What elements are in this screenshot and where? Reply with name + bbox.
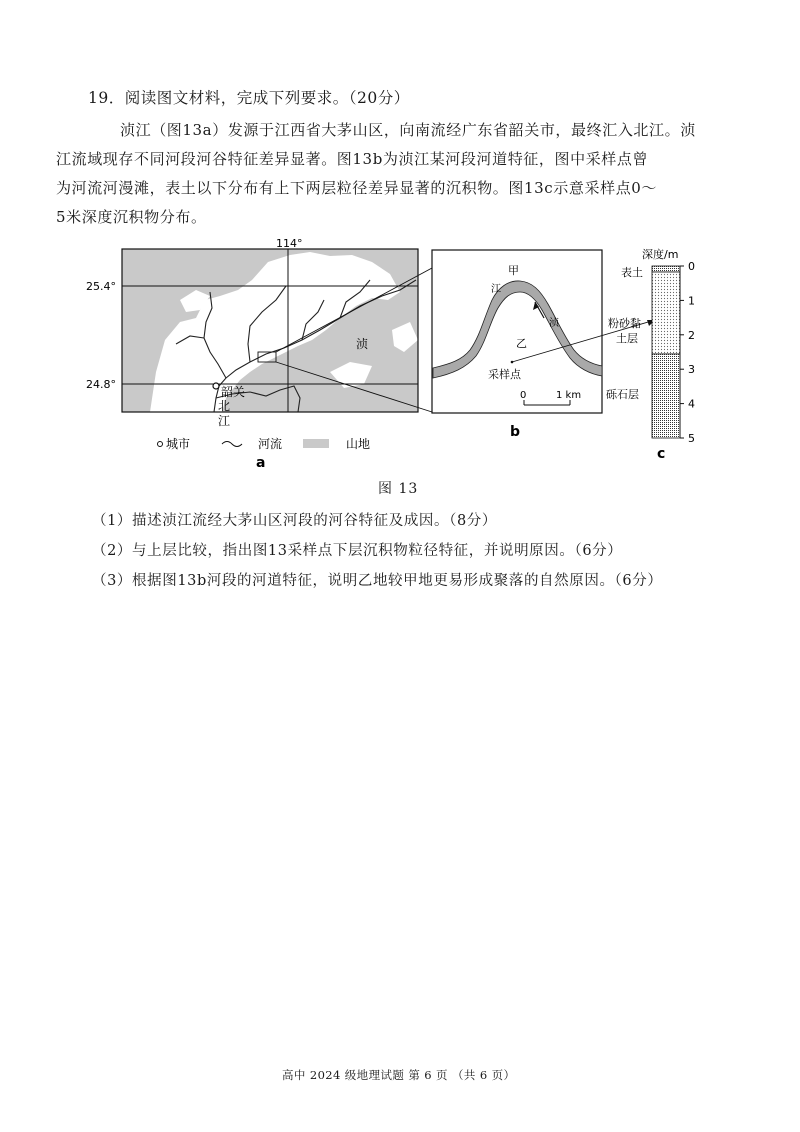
depth-tick-label: 3 [688, 363, 695, 377]
legend-mountain-icon [303, 439, 329, 448]
label-topsoil: 表土 [621, 266, 643, 279]
question-heading: 19．阅读图文材料，完成下列要求。（20分） [88, 89, 410, 107]
page-footer: 高中 2024 级地理试题 第 6 页 （共 6 页） [282, 1068, 516, 1082]
column-c [606, 247, 695, 462]
material-line: 5米深度沉积物分布。 [56, 208, 207, 226]
label-beijiang-2: 江 [218, 414, 231, 428]
subquestion-2: （2）与上层比较，指出图13采样点下层沉积物粒径特征，并说明原因。（6分） [92, 543, 623, 559]
label-sample-point: 采样点 [488, 368, 521, 381]
legend-mountain-label: 山地 [346, 437, 371, 451]
legend-city-icon [158, 442, 163, 447]
label-silt-2: 土层 [616, 332, 638, 345]
subquestion-3: （3）根据图13b河段的河道特征，说明乙地较甲地更易形成聚落的自然原因。（6分） [92, 573, 663, 589]
subquestion-1: （1）描述浈江流经大茅山区河段的河谷特征及成因。（8分） [92, 513, 497, 529]
label-beijiang-1: 北 [218, 399, 231, 413]
material-line: 江流域现存不同河段河谷特征差异显著。图13b为浈江某河段河道特征，图中采样点曾 [56, 150, 649, 168]
label-jia: 甲 [508, 264, 519, 277]
label-gravel: 砾石层 [606, 388, 639, 401]
label-shaoguan: 韶关 [221, 385, 246, 399]
label-zhen: 浈 [356, 337, 369, 351]
panel-label-c: c [657, 446, 666, 462]
depth-tick-label: 2 [688, 328, 695, 342]
legend-river-label: 河流 [258, 437, 283, 451]
legend-river-icon [222, 442, 242, 447]
map-legend [158, 436, 371, 451]
depth-ticks [680, 260, 695, 445]
panel-label-a: a [256, 455, 266, 471]
depth-tick-label: 5 [688, 432, 695, 445]
material-line: 浈江（图13a）发源于江西省大茅山区，向南流经广东省韶关市，最终汇入北江。浈 [120, 121, 696, 139]
city-shaoguan-marker [213, 383, 219, 389]
layer-gravel [652, 354, 680, 438]
label-zhen-b: 浈 [549, 318, 559, 329]
depth-tick-label: 0 [688, 260, 695, 273]
lat-label-lower: 24.8° [86, 378, 116, 391]
label-silt-1: 粉砂黏 [608, 317, 641, 330]
layer-topsoil [652, 266, 680, 272]
scale-length: 1 km [556, 390, 582, 401]
lon-label: 114° [276, 237, 303, 250]
figure-caption: 图 13 [378, 481, 419, 497]
depth-tick-label: 4 [688, 397, 695, 411]
legend-city-label: 城市 [166, 437, 191, 451]
map-a [86, 237, 418, 471]
label-yi: 乙 [516, 337, 527, 350]
label-jiang: 江 [491, 284, 501, 295]
depth-tick-label: 1 [688, 294, 695, 308]
scale-zero: 0 [520, 390, 527, 401]
panel-label-b: b [510, 424, 521, 440]
lat-label-upper: 25.4° [86, 280, 116, 293]
material-line: 为河流河漫滩，表土以下分布有上下两层粒径差异显著的沉积物。图13c示意采样点0～ [56, 179, 658, 197]
layer-silt-clay [652, 272, 680, 354]
depth-axis-title: 深度/m [642, 248, 679, 261]
